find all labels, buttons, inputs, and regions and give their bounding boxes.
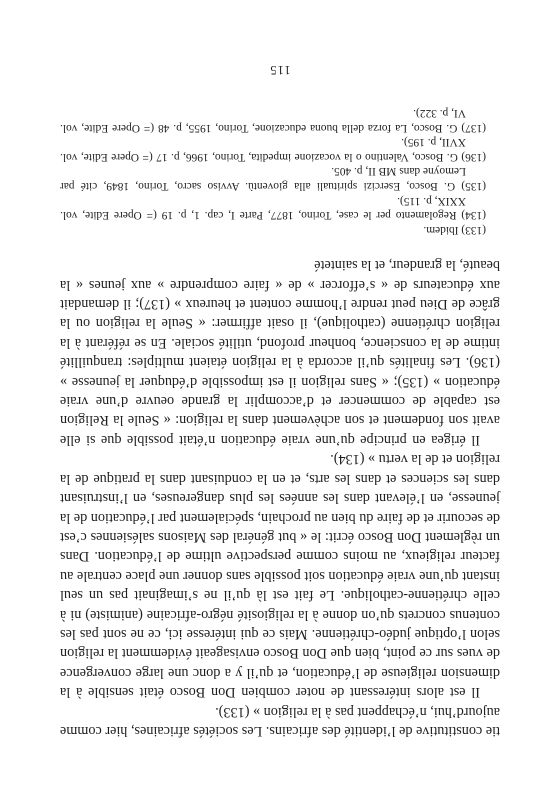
footnote-136: (136) G. Bosco, Valentino o la vocazione impedita, Torino, 1966, p. 17 (= Opere Edite, vol. XVII, p. 195). [60,136,486,163]
paragraph-3: Il érigea en principe qu’une vraie éducation n’était possible que si elle avait son fondement et son achèvement dans la religion: « Seule la Religion est capable de commencer et d’accomplir la grande oeuvre d’une vraie éducation » (135); « Sans religion il est impossible d’éduquer la jeunesse » (136). Les finalités qu’il accorda à la religion étaient multiples: tranquillité intime de la conscience, bonheur profond, utilité sociale. En se référant à la religion chrétienne (catholique), il osait affirmer: « Seule la religion ou la grâce de Dieu peut rendre l’homme content et heureux » (137); il demandait aux éducateurs de « s’efforcer » de « faire comprendre » aux jeunes « la beauté, la grandeur, et la sainteté [60,257,500,448]
footnote-137: (137) G. Bosco, La forza della buona educazione, Torino, 1955, p. 48 (= Opere Edite, vol. VI, p. 322). [60,107,486,134]
page-content-rotated [60,60,500,740]
page-number: 115 [269,63,291,78]
footnote-133: (133) Ibidem. [423,223,486,236]
footnote-135: (135) G. Bosco, Esercizi spirituali alla gioventù. Avviso sacro, Torino, 1849, cité par Lemoyne dans MB II, p. 405. [60,165,486,193]
footnotes [60,106,500,237]
body-text [60,255,500,740]
paragraph-1: tie constitutive de l’identité des africains. Les sociétés africaines, hier comme aujourd’hui, n’échappent pas à la religion » (133). [60,703,500,739]
paragraph-2: Il est alors intéressant de noter combien Don Bosco était sensible à la dimension religieuse de l’éducation, et qu’il y a donc une large convergence de vues sur ce point, bien que Don Bosco envisageait évidemment la religion selon l’optique judéo-chrétienne. Mais ce qui intéresse ici, ce ne sont pas les contenus concrets qu’on donne à la religiosité négro-africaine (animiste) ni à celle chrétienne-catholique. Le fait est là qu’il ne s’imaginait pas un seul instant qu’une vraie éducation soit possible sans donner une place centrale au facteur religieux, au moins comme perspective ultime de l’éducation. Dans un règlement Don Bosco écrit: le « but général des Maisons salésiennes c’est de secourir et de faire du bien au prochain, spécialement par l’éducation de la jeunesse, en l’élevant dans les années les plus dangereuses, en l’instruisant dans les sciences et dans les arts, et en la conduisant dans la pratique de la religion et de la vertu » (134). [60,451,500,701]
footnote-134: (134) Regolamento per le case, Torino, 1877, Parte I, cap. 1, p. 19 (= Opere Edite, vol. XXIX, p. 115). [60,194,486,222]
